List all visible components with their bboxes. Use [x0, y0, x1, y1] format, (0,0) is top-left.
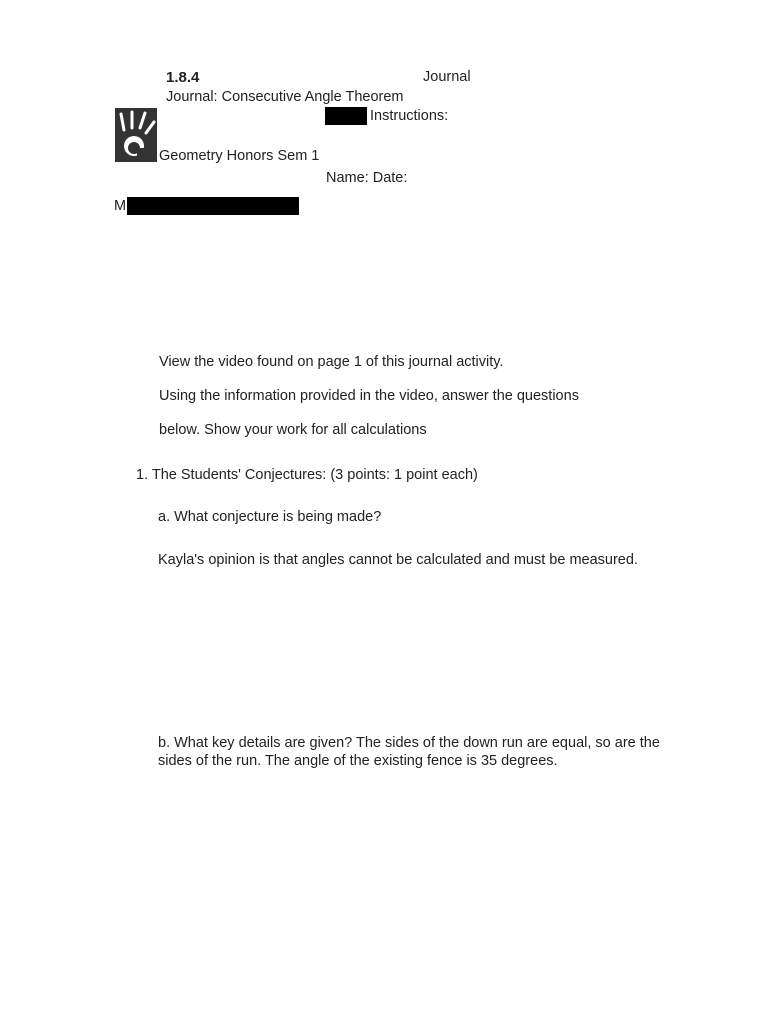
course-name: Geometry Honors Sem 1 — [159, 148, 320, 164]
question-1b: b. What key details are given? The sides of the down run are equal, so are the sides of the run. The angle of the existing fence is 35 degrees. — [158, 735, 660, 770]
instructions-label: Instructions: — [370, 108, 449, 124]
answer-1a: Kayla's opinion is that angles cannot be calculated and must be measured. — [158, 552, 638, 568]
question-1a: a. What conjecture is being made? — [158, 509, 382, 525]
name-initial: M — [114, 198, 127, 214]
question-1: 1. The Students' Conjectures: (3 points: 1 point each) — [136, 467, 478, 483]
instructions-line-3: below. Show your work for all calculations — [159, 422, 427, 438]
lesson-number: 1.8.4 — [166, 69, 200, 86]
name-date-label: Name: Date: — [326, 170, 408, 186]
redaction-box — [325, 107, 367, 125]
instructions-line-2: Using the information provided in the video, answer the questions — [159, 388, 579, 404]
school-logo-icon — [115, 108, 157, 162]
journal-label: Journal — [423, 69, 471, 85]
redaction-box — [127, 197, 299, 215]
instructions-line-1: View the video found on page 1 of this journal activity. — [159, 354, 504, 370]
journal-title: Journal: Consecutive Angle Theorem — [166, 89, 404, 105]
